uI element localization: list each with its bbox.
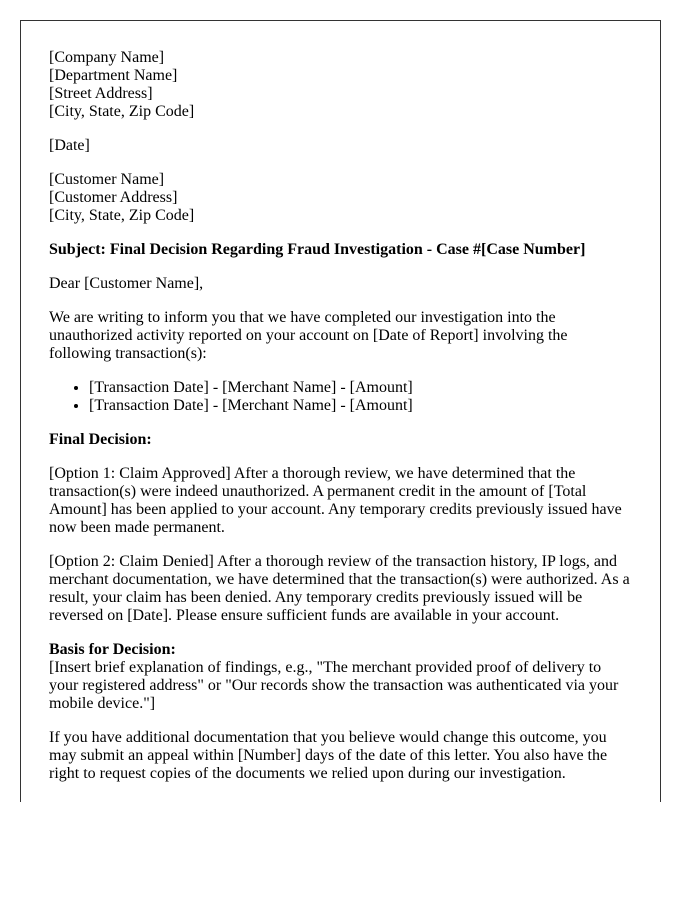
recipient-city-state-zip: [City, State, Zip Code] (49, 207, 195, 224)
appeal-paragraph: If you have additional documentation that you believe would change this outcome, you may submit an appeal within [Number] days of the date of this letter. You also have the right to request copies of the documents we relied upon during our investigation. (49, 729, 608, 782)
basis-text: [Insert brief explanation of findings, e.g., "The merchant provided proof of delivery to your registered address" or "Our records show the transaction was authenticated via your mobile device."] (49, 659, 619, 712)
salutation: Dear [Customer Name], (49, 275, 204, 292)
basis-heading: Basis for Decision: (49, 641, 176, 658)
recipient-customer-address: [Customer Address] (49, 189, 178, 206)
sender-street-address: [Street Address] (49, 85, 153, 102)
transaction-list (49, 379, 632, 415)
sender-city-state-zip: [City, State, Zip Code] (49, 103, 195, 120)
sender-department-name: [Department Name] (49, 67, 178, 84)
transaction-item: • [Transaction Date] - [Merchant Name] - [Amount] (89, 379, 632, 397)
intro-paragraph: We are writing to inform you that we have completed our investigation into the unauthorized activity reported on your account on [Date of Report] involving the following transaction(s): (49, 309, 568, 362)
recipient-block (49, 171, 632, 225)
transaction-item: • [Transaction Date] - [Merchant Name] - [Amount] (89, 397, 632, 415)
basis-section (49, 641, 632, 713)
option-1-paragraph: [Option 1: Claim Approved] After a thorough review, we have determined that the transaction(s) were indeed unauthorized. A permanent credit in the amount of [Total Amount] has been applied to your account. Any temporary credits previously issued have now been made permanent. (49, 465, 622, 536)
letter-date: [Date] (49, 137, 90, 154)
letter-document (20, 20, 661, 802)
option-2-paragraph: [Option 2: Claim Denied] After a thorough review of the transaction history, IP logs, and merchant documentation, we have determined that the transaction(s) were authorized. As a result, your claim has been denied. Any temporary credits previously issued will be reversed on [Date]. Please ensure sufficient funds are available in your account. (49, 553, 630, 624)
sender-company-name: [Company Name] (49, 49, 165, 66)
final-decision-heading: Final Decision: (49, 431, 152, 448)
subject-line: Subject: Final Decision Regarding Fraud Investigation - Case #[Case Number] (49, 241, 586, 258)
sender-block (49, 49, 632, 121)
recipient-customer-name: [Customer Name] (49, 171, 165, 188)
